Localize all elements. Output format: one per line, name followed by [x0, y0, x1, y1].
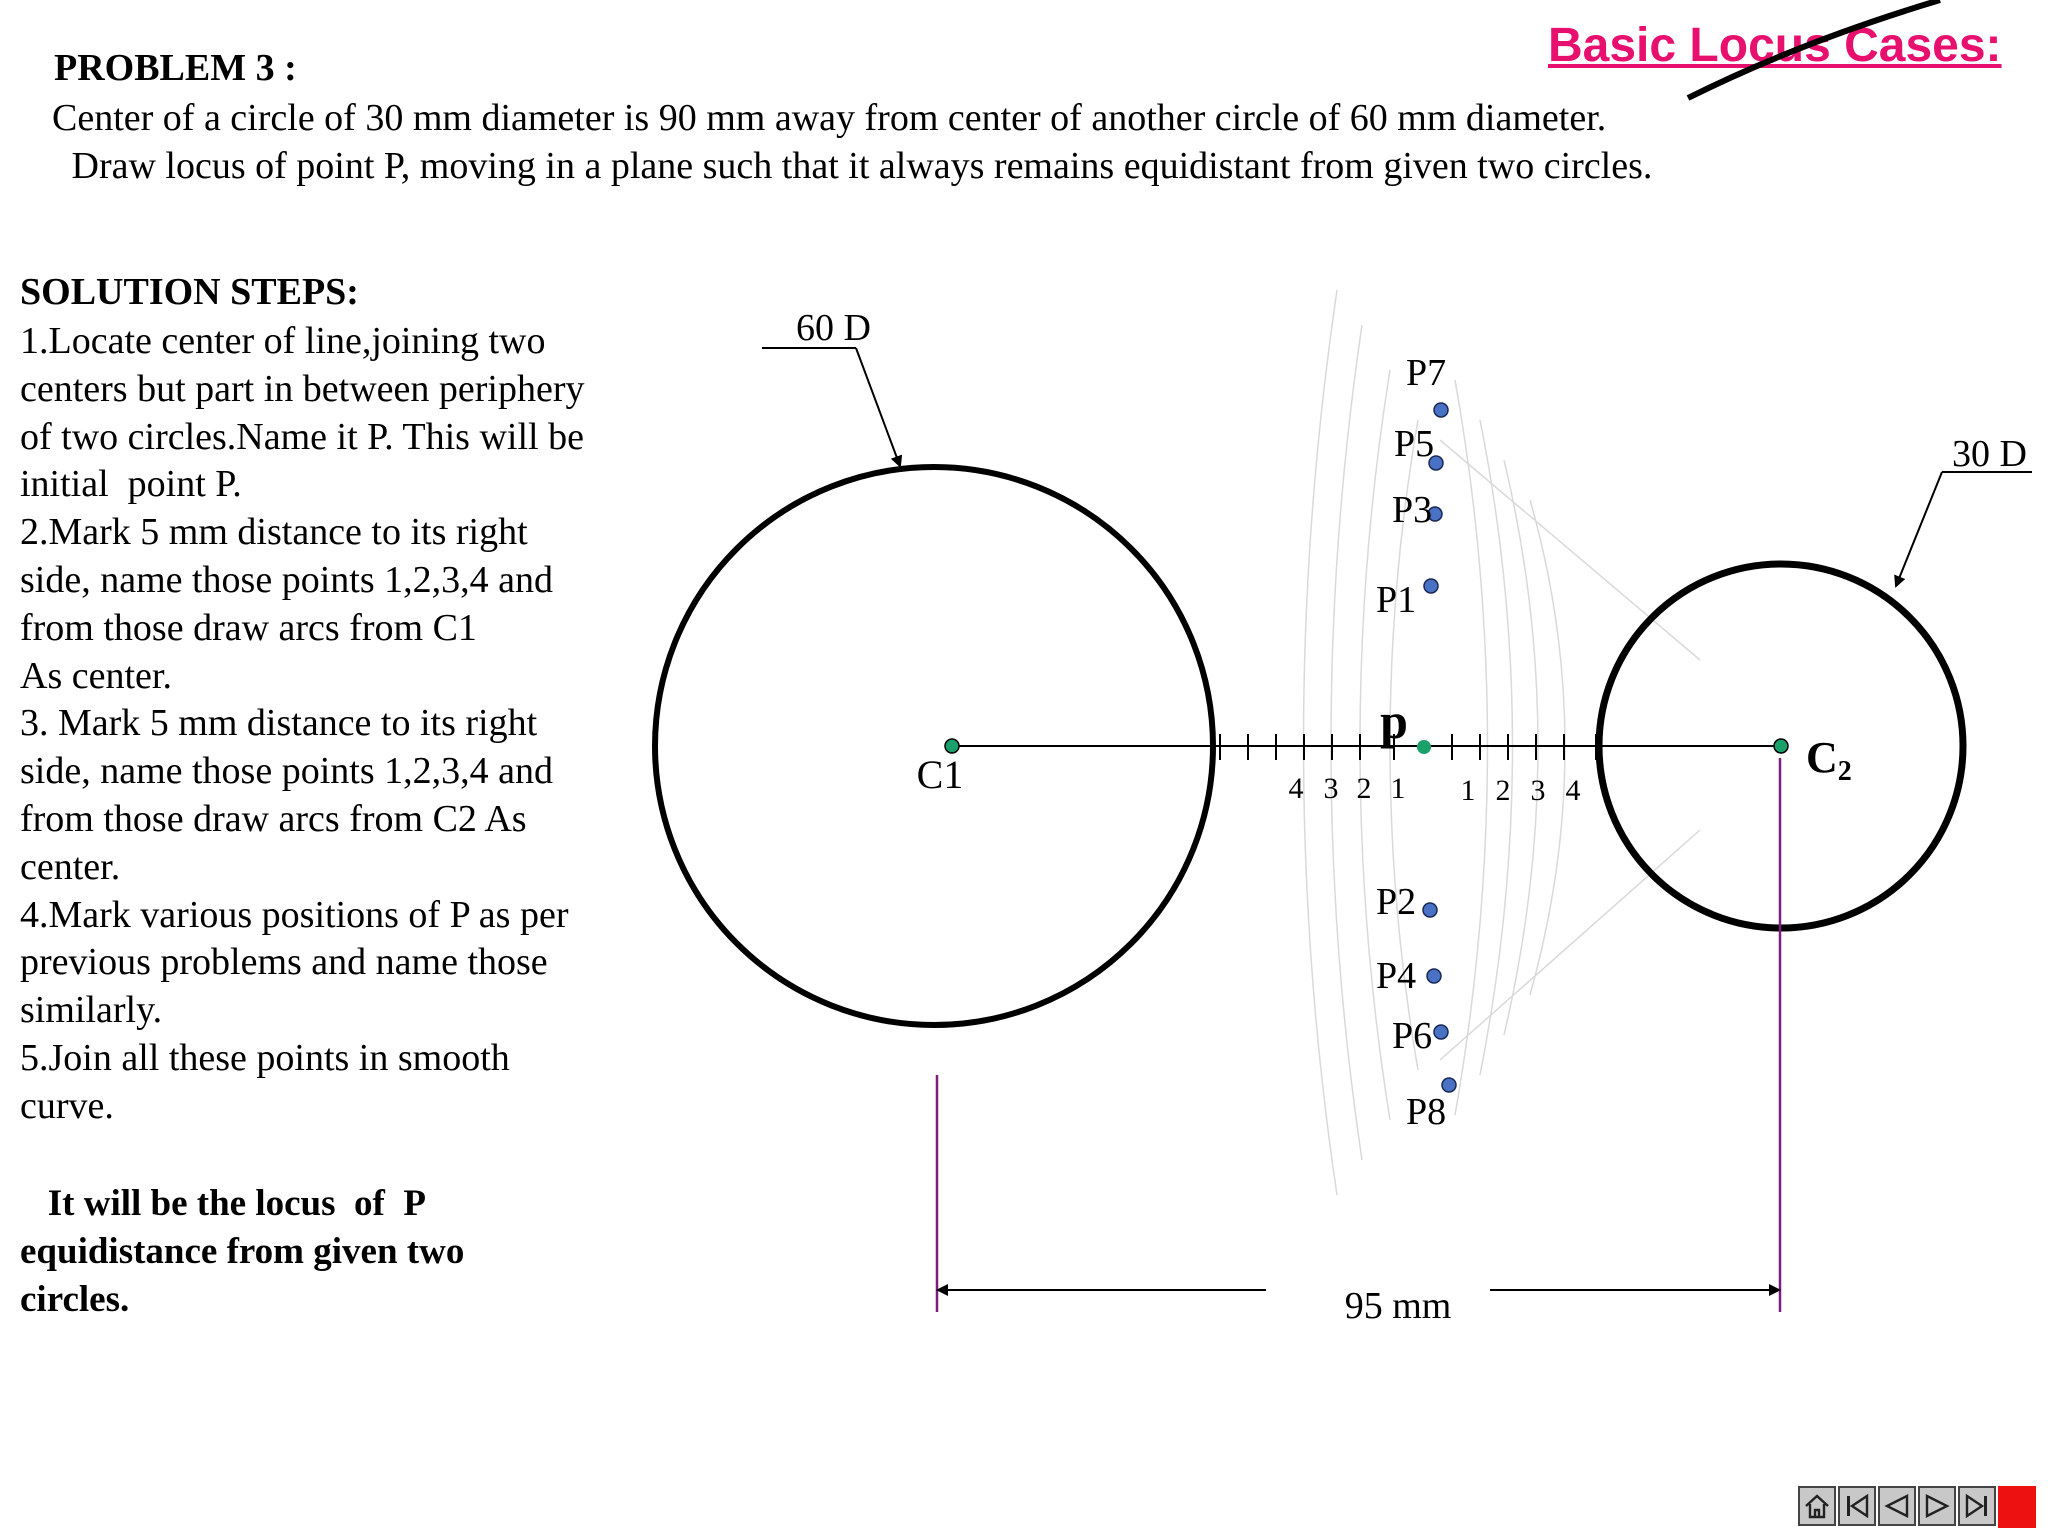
step-line: of two circles.Name it P. This will be: [20, 415, 584, 458]
right-mark-label: 3: [1530, 774, 1546, 807]
conclusion-line: It will be the locus of P: [20, 1183, 426, 1224]
small-circle-label: 30 D: [1952, 433, 2027, 475]
next-slide-icon: [1923, 1492, 1951, 1520]
page-title: Basic Locus Cases:: [1548, 19, 2002, 72]
step-line: 2.Mark 5 mm distance to its right: [20, 511, 528, 554]
left-mark-label: 1: [1390, 772, 1406, 805]
problem-heading: PROBLEM 3 :: [54, 47, 297, 89]
home-button[interactable]: [1798, 1486, 1836, 1526]
step-line: side, name those points 1,2,3,4 and: [20, 558, 553, 601]
left-mark-label: 2: [1356, 772, 1372, 805]
center-c1-label: C1: [916, 752, 964, 797]
left-mark-label: 3: [1323, 772, 1339, 805]
conclusion-line: circles.: [20, 1279, 130, 1320]
center-c2-label: C2: [1806, 733, 1852, 787]
center-c1-point: [945, 739, 959, 753]
first-slide-button[interactable]: [1838, 1486, 1876, 1526]
initial-point-label: p: [1380, 693, 1408, 749]
large-circle-label: 60 D: [796, 307, 871, 349]
step-line: As center.: [20, 654, 172, 697]
locus-label-p2: P2: [1376, 881, 1417, 923]
right-mark-label: 2: [1495, 774, 1511, 807]
center-c2-point: [1774, 739, 1788, 753]
step-line: center.: [20, 845, 121, 888]
locus-point-p2: [1423, 903, 1437, 917]
previous-slide-icon: [1883, 1492, 1911, 1520]
first-slide-icon: [1843, 1492, 1871, 1520]
title-strike-stroke: [1688, 0, 1940, 98]
locus-label-p1: P1: [1376, 579, 1417, 621]
locus-point-p7: [1434, 403, 1448, 417]
home-icon: [1803, 1492, 1831, 1520]
locus-label-p6: P6: [1392, 1015, 1433, 1057]
step-line: from those draw arcs from C2 As: [20, 797, 527, 840]
step-line: 1.Locate center of line,joining two: [20, 320, 546, 362]
locus-point-p1: [1424, 579, 1438, 593]
problem-statement-line-2: Draw locus of point P, moving in a plane such that it always remains equidistant from given two circles.: [62, 145, 1653, 187]
locus-label-p3: P3: [1392, 489, 1433, 531]
right-mark-label: 1: [1460, 774, 1476, 807]
slide-navigation: [1798, 1486, 2036, 1530]
locus-label-p4: P4: [1376, 955, 1417, 997]
locus-label-p5: P5: [1394, 423, 1435, 465]
locus-point-p8: [1442, 1078, 1456, 1092]
last-slide-button[interactable]: [1958, 1486, 1996, 1526]
dimension-label: 95 mm: [1344, 1285, 1452, 1327]
step-line: 5.Join all these points in smooth: [20, 1036, 510, 1079]
locus-point-p6: [1434, 1025, 1448, 1039]
step-line: 4.Mark various positions of P as per: [20, 893, 569, 936]
conclusion-line: equidistance from given two: [20, 1231, 465, 1272]
right-mark-label: 4: [1565, 774, 1581, 807]
initial-point-p: [1417, 740, 1431, 754]
locus-label-p8: P8: [1406, 1091, 1447, 1133]
stop-icon[interactable]: [1998, 1486, 2036, 1528]
last-slide-icon: [1963, 1492, 1991, 1520]
left-mark-label: 4: [1288, 772, 1304, 805]
next-slide-button[interactable]: [1918, 1486, 1956, 1526]
large-circle-leader-arrow: [856, 348, 900, 466]
step-line: previous problems and name those: [20, 941, 548, 984]
step-line: 3. Mark 5 mm distance to its right: [20, 702, 538, 745]
step-line: centers but part in between periphery: [20, 367, 585, 410]
solution-heading: SOLUTION STEPS:: [20, 271, 359, 313]
step-line: curve.: [20, 1084, 114, 1127]
step-line: from those draw arcs from C1: [20, 606, 477, 649]
construction-arcs: [1304, 290, 1701, 1195]
step-line: similarly.: [20, 989, 163, 1032]
small-circle-leader-arrow: [1896, 472, 1942, 586]
step-line: initial point P.: [20, 463, 242, 506]
step-line: side, name those points 1,2,3,4 and: [20, 750, 553, 793]
locus-point-p4: [1427, 969, 1441, 983]
locus-label-p7: P7: [1406, 352, 1447, 394]
problem-statement-line-1: Center of a circle of 30 mm diameter is 90 mm away from center of another circle of 60 mm diameter.: [52, 97, 1607, 139]
previous-slide-button[interactable]: [1878, 1486, 1916, 1526]
